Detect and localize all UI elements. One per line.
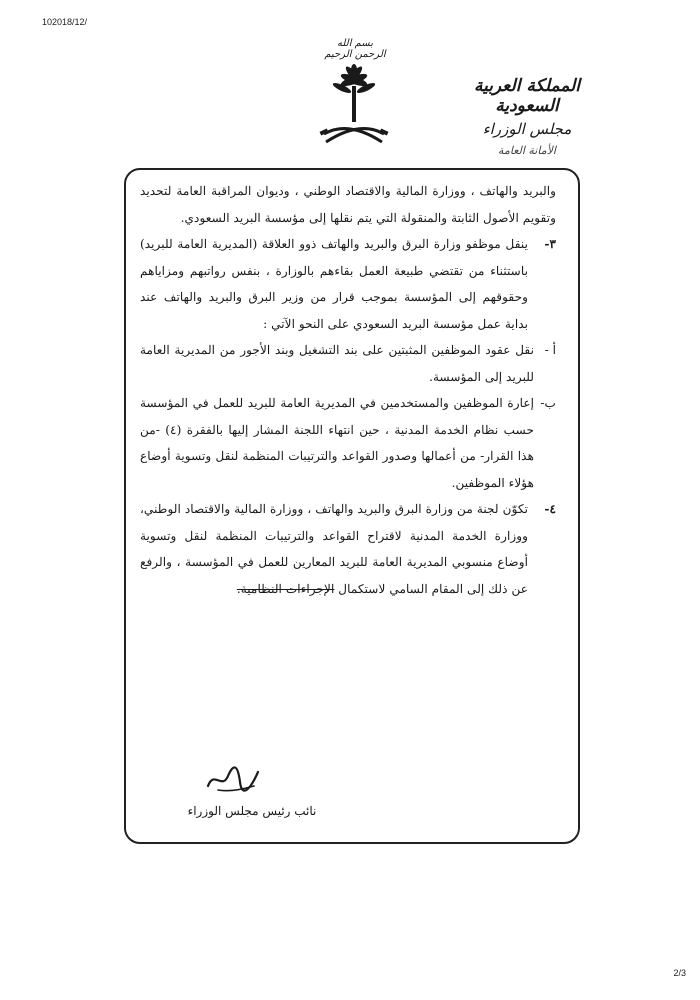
clause-3-a-letter: أ - <box>544 343 556 357</box>
clause-3-b-text: إعارة الموظفين والمستخدمين في المديرية العامة للبريد للعمل في المؤسسة حسب نظام الخدمة المدنية ، حين انتهاء اللجنة المشار إليها بالفقرة (٤) -من هذا القرار- من أعمالها وصدور القواعد والترتيبات المنظمة لنقل وتسوية أوضاع هؤلاء الموظفين. <box>140 396 534 490</box>
kingdom-name: المملكة العربية السعودية <box>473 76 581 116</box>
palm-and-swords-emblem-icon <box>318 64 390 154</box>
basmala: بسم الله الرحمن الرحيم <box>324 38 386 60</box>
clause-4-number: ٤- <box>544 502 556 516</box>
letterhead <box>442 76 612 157</box>
clause-4-text <box>140 496 528 602</box>
secretariat-name: الأمانة العامة <box>498 144 556 157</box>
clause-3-text: ينقل موظفو وزارة البرق والبريد والهاتف ذوو العلاقة (المديرية العامة للبريد) باستثناء من تقتضي طبيعة العمل بقاءهم بالوزارة ، بنفس رواتبهم ومزاياهم وحقوقهم إلى المؤسسة بموجب قرار من وزير البرق والبريد والهاتف عند بداية عمل مؤسسة البريد السعودي على النحو الآتي : <box>140 237 528 331</box>
clause-3-a <box>140 337 556 390</box>
clause-4 <box>140 496 556 602</box>
intro-paragraph: والبريد والهاتف ، ووزارة المالية والاقتصاد الوطني ، وديوان المراقبة العامة لتحديد وتقويم الأصول الثابتة والمنقولة التي يتم نقلها إلى مؤسسة البريد السعودي. <box>140 184 556 225</box>
council-name: مجلس الوزراء <box>482 120 572 138</box>
page-number: 2/3 <box>673 968 686 978</box>
clause-4-main-text: تكوّن لجنة من وزارة البرق والبريد والهاتف ، ووزارة المالية والاقتصاد الوطني، ووزارة الخدمة المدنية لاقتراح القواعد والترتيبات المنظمة لنقل وتسوية أوضاع منسوبي المديرية العامة للبريد المعارين للعمل في المؤسسة ، والرفع عن ذلك إلى المقام السامي لاستكمال <box>140 502 528 596</box>
clause-3 <box>140 231 556 337</box>
signatory-title: نائب رئيس مجلس الوزراء <box>187 804 317 818</box>
print-date: 102018/12/ <box>42 17 88 27</box>
clause-4-struck-text: الإجراءات النظامية. <box>236 581 335 596</box>
clause-3-b <box>140 390 556 496</box>
clause-3-number: ٣- <box>544 237 556 251</box>
handwritten-signature <box>204 760 264 796</box>
clause-3-b-letter: ب- <box>540 396 556 410</box>
document-body <box>140 178 556 602</box>
clause-3-a-text: نقل عقود الموظفين المثبتين على بند التشغيل وبند الأجور من المديرية العامة للبريد إلى المؤسسة. <box>140 343 534 384</box>
